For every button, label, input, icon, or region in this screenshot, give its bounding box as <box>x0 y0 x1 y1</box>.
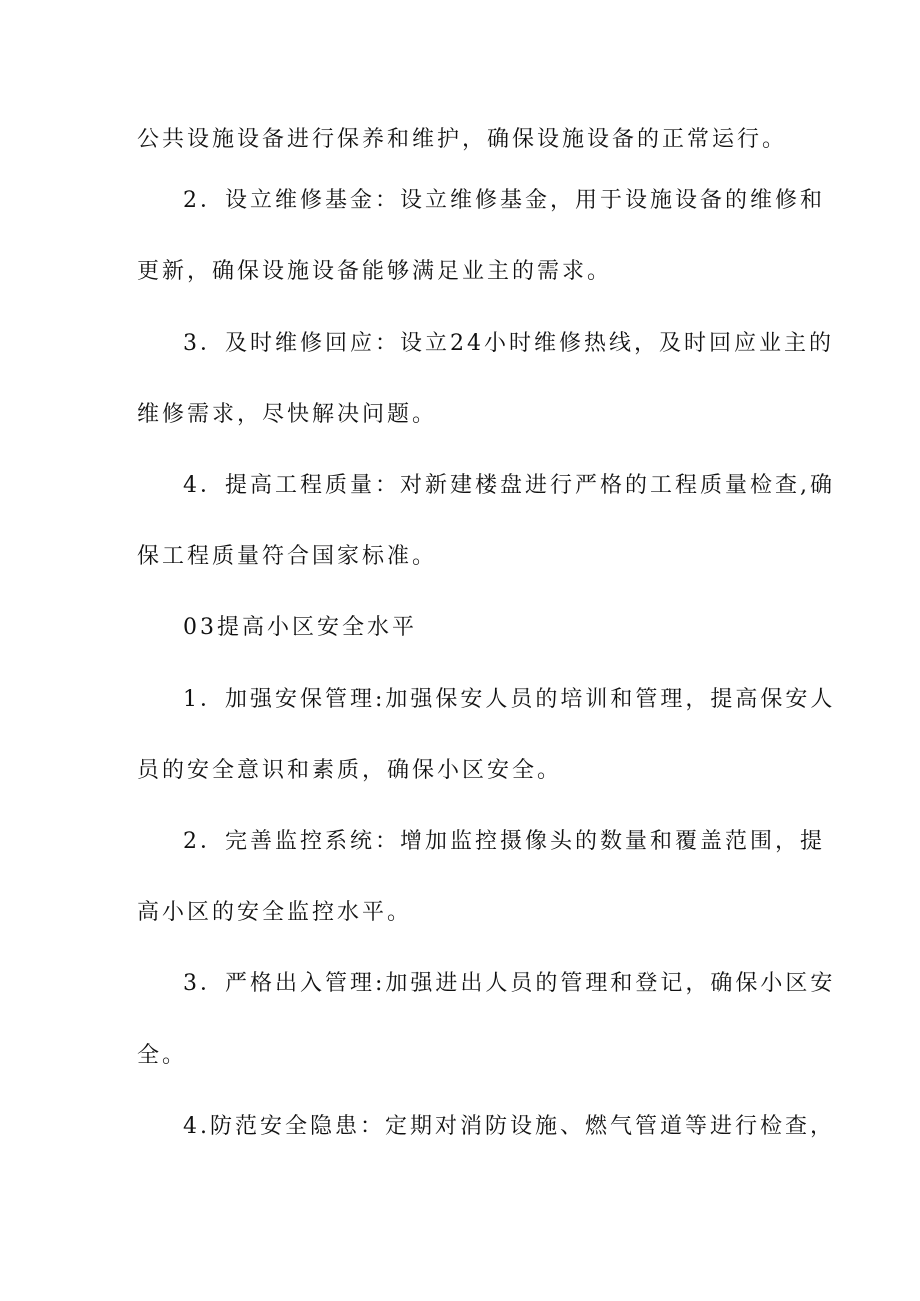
text-line-11: 2．完善监控系统：增加监控摄像头的数量和覆盖范围，提 <box>183 829 825 854</box>
text-line-3: 更新，确保设施设备能够满足业主的需求。 <box>137 259 613 284</box>
text-line-12: 高小区的安全监控水平。 <box>137 900 413 925</box>
text-line-7: 保工程质量符合国家标准。 <box>137 544 438 569</box>
text-line-6: 4．提高工程质量：对新建楼盘进行严格的工程质量检查,确 <box>183 473 835 498</box>
text-line-2: 2．设立维修基金：设立维修基金，用于设施设备的维修和 <box>183 188 825 213</box>
text-line-1: 公共设施设备进行保养和维护，确保设施设备的正常运行。 <box>137 127 788 152</box>
text-line-9: 1．加强安保管理:加强保安人员的培训和管理，提高保安人 <box>183 687 836 712</box>
text-line-15: 4.防范安全隐患：定期对消防设施、燃气管道等进行检查， <box>183 1114 835 1139</box>
section-heading: 03提高小区安全水平 <box>183 615 417 640</box>
text-line-4: 3．及时维修回应：设立24小时维修热线，及时回应业主的 <box>183 331 834 356</box>
text-line-13: 3．严格出入管理:加强进出人员的管理和登记，确保小区安 <box>183 971 836 996</box>
text-line-5: 维修需求，尽快解决问题。 <box>137 402 438 427</box>
text-line-14: 全。 <box>137 1043 188 1068</box>
text-line-10: 员的安全意识和素质，确保小区安全。 <box>137 758 563 783</box>
